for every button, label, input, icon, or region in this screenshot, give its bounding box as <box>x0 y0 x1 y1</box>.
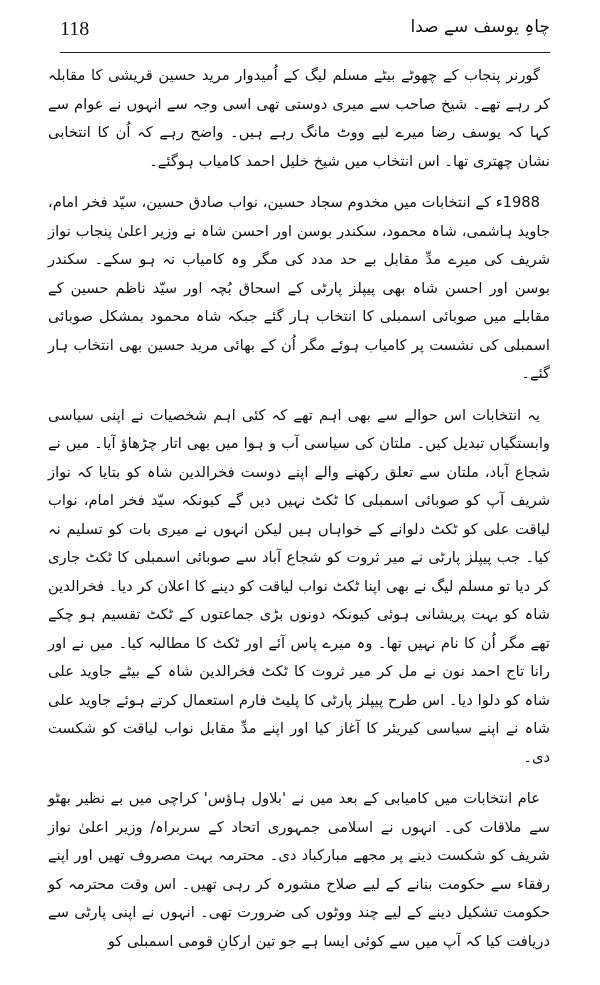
paragraph: عام انتخابات میں کامیابی کے بعد میں نے 'بلاول ہاؤس' کراچی میں بے نظیر بھٹو سے ملاقات کی۔ انہوں نے اسلامی جمہوری اتحاد کے سربراہ/ وزیر اعلیٰ نواز شریف کو شکست دینے پر مجھے مبارکباد دی۔ محترمہ بہت مصروف تھیں اور اپنے رفقاء سے حکومت بنانے کے لیے صلاح مشورہ کر رہی تھیں۔ اس وقت محترمہ کو حکومت تشکیل دینے کے لیے چند ووٹوں کی ضرورت تھی۔ انہوں نے اپنی پارٹی سے دریافت کیا کہ آپ میں سے کوئی ایسا ہے جو تین ارکانِ قومی اسمبلی کو <box>48 790 550 950</box>
body-text <box>48 62 550 956</box>
paragraph: 1988ء کے انتخابات میں مخدوم سجاد حسین، نواب صادق حسین، سیّد فخر امام، جاوید ہاشمی، شاہ محمود، سکندر بوسن اور احسن شاہ نے وزیر اعلیٰ پنجاب نواز شریف کی میرے مدِّ مقابل بے حد مدد کی مگر وہ کامیاب نہ ہو سکے۔ سکندر بوسن اور احسن شاہ بھی پیپلز پارٹی کے اسحاق بُچہ اور سیّد ناظم حسین کے مقابلے میں صوبائی اسمبلی کا انتخاب ہار گئے جبکہ شاہ محمود بمشکل صوبائی اسمبلی کی نشست پر کامیاب ہوئے مگر اُن کے بھائی مرید حسین بھی انتخاب ہار گئے۔ <box>48 194 550 382</box>
page-number: 118 <box>60 18 90 40</box>
header-divider <box>60 52 550 53</box>
page-header <box>60 14 550 54</box>
paragraph: یہ انتخابات اس حوالے سے بھی اہم تھے کہ کئی اہم شخصیات نے اپنی سیاسی وابستگیاں تبدیل کیں۔ ملتان کی سیاسی آب و ہوا میں بھی اتار چڑھاؤ آیا۔ میں نے شجاع آباد، ملتان سے تعلق رکھنے والے اپنے دوست فخرالدین شاہ کو بتایا کہ نواز شریف آپ کو صوبائی اسمبلی کا ٹکٹ نہیں دیں گے کیونکہ سیّد فخر امام، نواب لیاقت علی کو ٹکٹ دلوانے کے خواہاں ہیں لیکن انہوں نے میری بات کو تسلیم نہ کیا۔ جب پیپلز پارٹی نے میر ثروت کو شجاع آباد سے صوبائی اسمبلی کا ٹکٹ جاری کر دیا تو مسلم لیگ نے بھی اپنا ٹکٹ نواب لیاقت کو دینے کا اعلان کر دیا۔ فخرالدین شاہ کو بہت پریشانی ہوئی کیونکہ دونوں بڑی جماعتوں کے ٹکٹ تقسیم ہو چکے تھے مگر اُن کا نام نہیں تھا۔ وہ میرے پاس آئے اور ٹکٹ کا مطالبہ کیا۔ میں نے اور رانا تاج احمد نون نے مل کر میر ثروت کا ٹکٹ فخرالدین شاہ کے بیٹے جاوید علی شاہ کو دلوا دیا۔ اس طرح پیپلز پارٹی کا پلیٹ فارم استعمال کرتے ہوئے جاوید علی شاہ نے اپنے سیاسی کیریئر کا آغاز کیا اور اپنے مدِّ مقابل نواب لیاقت کو شکست دی۔ <box>48 406 550 766</box>
paragraph: گورنر پنجاب کے چھوٹے بیٹے مسلم لیگ کے اُمیدوار مرید حسین قریشی کا مقابلہ کر رہے تھے۔ شیخ صاحب سے میری دوستی تھی اسی وجہ سے انہوں نے عوام سے کہا کہ یوسف رضا میرے لیے ووٹ مانگ رہے ہیں۔ واضح رہے کہ اُن کا انتخابی نشان چھتری تھا۔ اس انتخاب میں شیخ خلیل احمد کامیاب ہوگئے۔ <box>48 67 550 170</box>
running-title: چاہِ یوسف سے صدا <box>410 17 550 37</box>
